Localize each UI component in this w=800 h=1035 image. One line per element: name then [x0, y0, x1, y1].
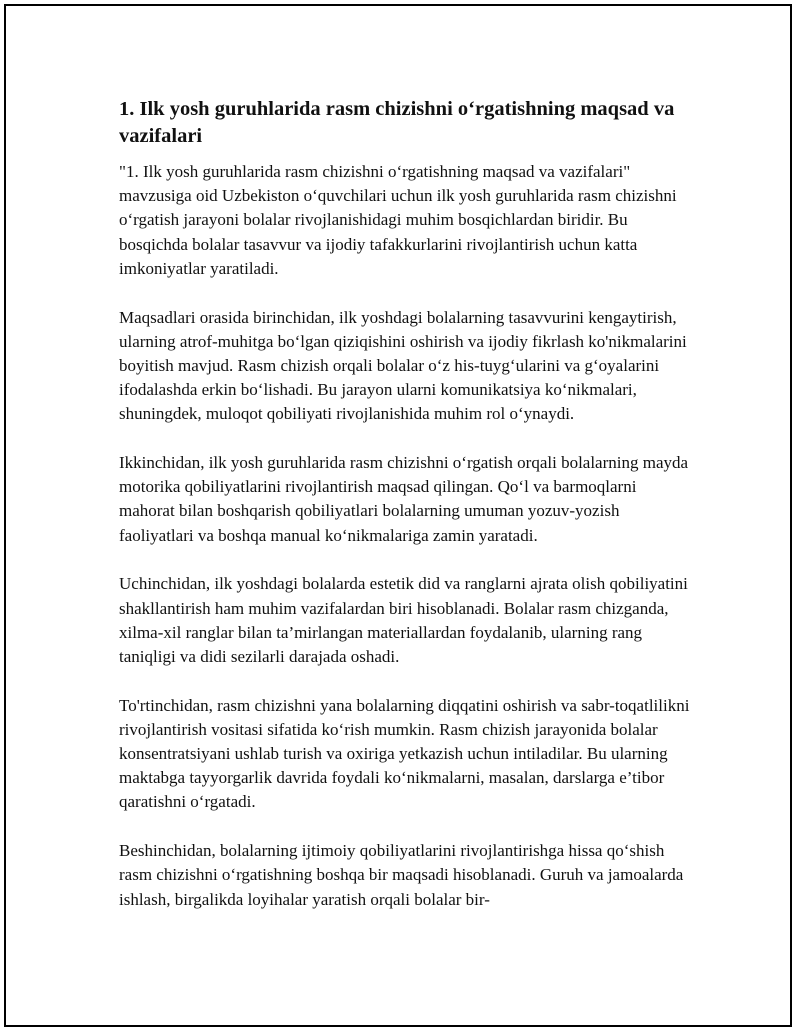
paragraph: "1. Ilk yosh guruhlarida rasm chizishni o‘rgatishning maqsad va vazifalari" mavzusiga oid Uzbekiston o‘quvchilari uchun ilk yosh guruhlarida rasm chizishni o‘rgatish jarayoni bolalar rivojlanishidagi muhim bosqichlardan biridir. Bu bosqichda bolalar tasavvur va ijodiy tafakkurlarini rivojlantirish uchun katta imkoniyatlar yaratiladi. [119, 162, 677, 278]
document-title: 1. Ilk yosh guruhlarida rasm chizishni o‘rgatishning maqsad va vazifalari [119, 98, 675, 147]
paragraph: To'rtinchidan, rasm chizishni yana bolalarning diqqatini oshirish va sabr-toqatlilikni rivojlantirish vositasi sifatida ko‘rish mumkin. Rasm chizish jarayonida bolalar konsentratsiyani ushlab turish va oxiriga yetkazish uchun intiladilar. Bu ularning maktabga tayyorgarlik davrida foydali ko‘nikmalarni, masalan, darslarga e’tibor qaratishni o‘rgatadi. [119, 695, 690, 812]
paragraph: Uchinchidan, ilk yoshdagi bolalarda estetik did va ranglarni ajrata olish qobiliyatini shakllantirish ham muhim vazifalardan biri hisoblanadi. Bolalar rasm chizganda, xilma-xil ranglar bilan ta’mirlangan materiallardan foydalanib, ularning rang taniqligi va didi sezilarli darajada oshadi. [119, 574, 688, 666]
document-page [4, 4, 792, 1027]
paragraph: Beshinchidan, bolalarning ijtimoiy qobiliyatlarini rivojlantirishga hissa qo‘shish rasm chizishni o‘rgatishning boshqa bir maqsadi hisoblanadi. Guruh va jamoalarda ishlash, birgalikda loyihalar yaratish orqali bolalar bir- [119, 841, 684, 909]
document-content [119, 96, 694, 936]
paragraph: Maqsadlari orasida birinchidan, ilk yoshdagi bolalarning tasavvurini kengaytirish, ularning atrof-muhitga bo‘lgan qiziqishini oshirish va ijodiy fikrlash ko'nikmalarini boyitish mavjud. Rasm chizish orqali bolalar o‘z his-tuyg‘ularini va g‘oyalarini ifodalashda erkin bo‘lishadi. Bu jarayon ularni komunikatsiya ko‘nikmalari, shuningdek, muloqot qobiliyati rivojlanishida muhim rol o‘ynaydi. [119, 307, 687, 424]
paragraph: Ikkinchidan, ilk yosh guruhlarida rasm chizishni o‘rgatish orqali bolalarning mayda motorika qobiliyatlarini rivojlantirish maqsad qilingan. Qo‘l va barmoqlarni mahorat bilan boshqarish qobiliyatlari bolalarning umuman yozuv-yozish faoliyatlari va boshqa manual ko‘nikmalariga zamin yaratadi. [119, 453, 689, 545]
